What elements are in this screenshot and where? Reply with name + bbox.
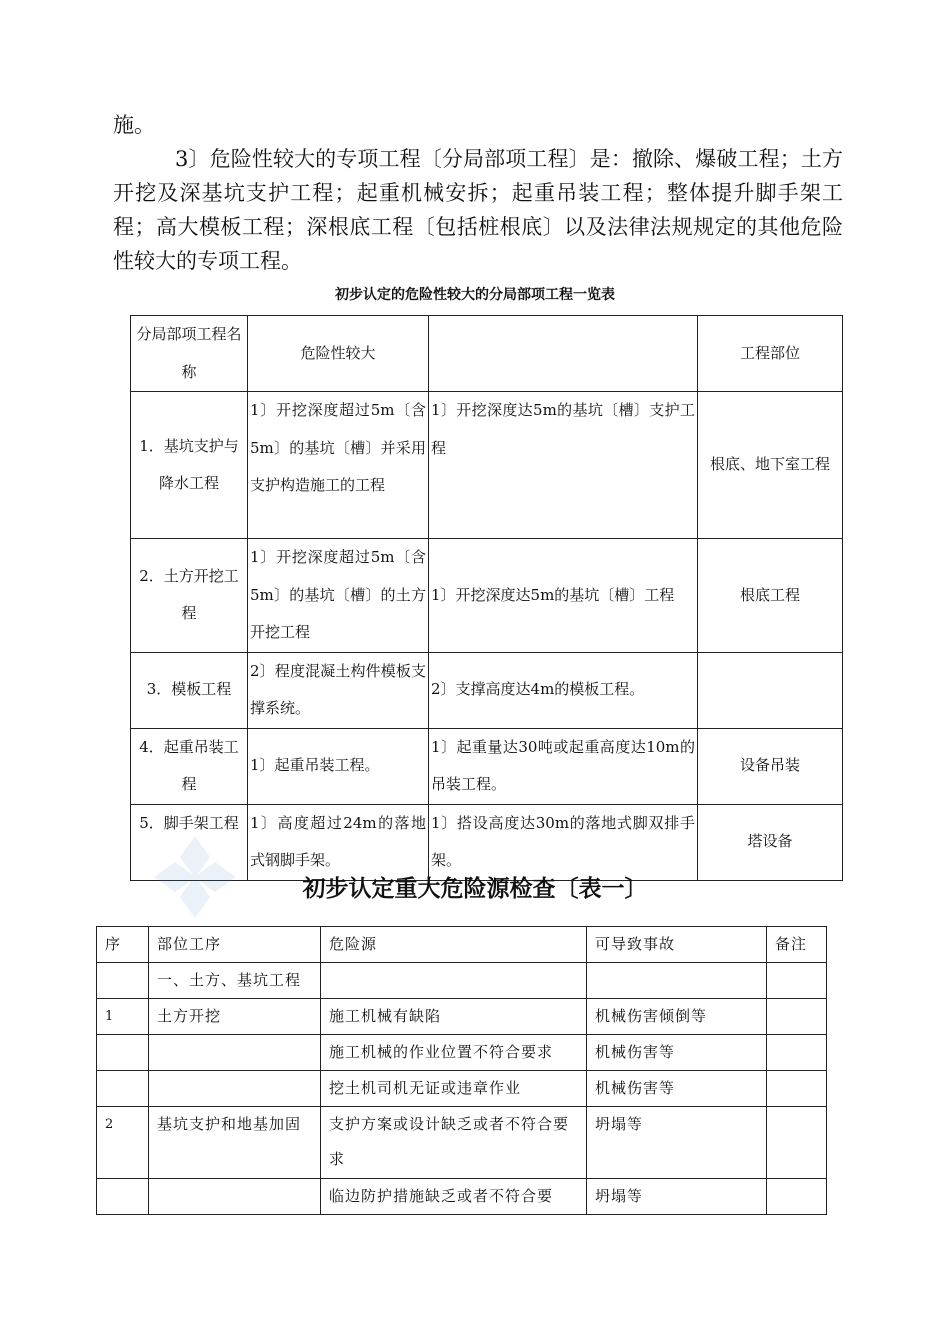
paragraph-hazardous-projects: 3〕危险性较大的专项工程〔分局部项工程〕是：撤除、爆破工程；土方开挖及深基坑支护工程；起重机械安拆；起重吊装工程；整体提升脚手架工程；高大模板工程；深根底工程〔包括桩根底〕以及法律法规规定的其他危险性较大的专项工程。 bbox=[113, 147, 843, 273]
table-cell: 机械伤害等 bbox=[587, 1071, 767, 1107]
table-cell: 1〕开挖深度超过5m〔含5m〕的基坑〔槽〕的土方开挖工程 bbox=[248, 539, 429, 653]
table1-title: 初步认定的危险性较大的分局部项工程一览表 bbox=[335, 287, 615, 303]
table-cell: 2〕支撑高度达4m的模板工程。 bbox=[429, 652, 698, 728]
table-cell bbox=[698, 652, 843, 728]
header-cell: 部位工序 bbox=[149, 927, 321, 963]
table-cell: 1〕起重吊装工程。 bbox=[248, 728, 429, 804]
header-cell: 分局部项工程名称 bbox=[131, 316, 248, 392]
header-cell: 可导致事故 bbox=[587, 927, 767, 963]
table-cell bbox=[767, 1035, 827, 1071]
table-cell bbox=[97, 1035, 149, 1071]
table-cell bbox=[767, 963, 827, 999]
table-cell: 一、土方、基坑工程 bbox=[149, 963, 321, 999]
table-cell: 2．土方开挖工程 bbox=[131, 539, 248, 653]
table-row bbox=[97, 999, 827, 1035]
table-cell: 1〕起重量达30吨或起重高度达10m的吊装工程。 bbox=[429, 728, 698, 804]
table-cell: 1〕开挖深度达5m的基坑〔槽〕支护工程 bbox=[429, 392, 698, 539]
table-cell: 支护方案或设计缺乏或者不符合要求 bbox=[321, 1107, 587, 1179]
table-cell bbox=[767, 1107, 827, 1179]
header-cell: 备注 bbox=[767, 927, 827, 963]
table-cell bbox=[97, 963, 149, 999]
table-header-row bbox=[97, 927, 827, 963]
table-cell bbox=[97, 1071, 149, 1107]
header-cell bbox=[429, 316, 698, 392]
table-cell: 1．基坑支护与降水工程 bbox=[131, 392, 248, 539]
table-cell: 1〕开挖深度达5m的基坑〔槽〕工程 bbox=[429, 539, 698, 653]
table-cell bbox=[767, 1179, 827, 1215]
table-row bbox=[131, 652, 843, 728]
table2-title: 初步认定重大危险源检查〔表一〕 bbox=[302, 875, 648, 902]
table-cell: 2 bbox=[97, 1107, 149, 1179]
hazard-source-check-table bbox=[96, 926, 827, 1215]
table-cell bbox=[587, 963, 767, 999]
table-row bbox=[97, 1035, 827, 1071]
table-row bbox=[131, 392, 843, 539]
table-cell: 土方开挖 bbox=[149, 999, 321, 1035]
table-row bbox=[97, 1107, 827, 1179]
table-cell: 临边防护措施缺乏或者不符合要 bbox=[321, 1179, 587, 1215]
table-row bbox=[131, 728, 843, 804]
table-row bbox=[97, 963, 827, 999]
table-cell: 挖土机司机无证或违章作业 bbox=[321, 1071, 587, 1107]
hazard-project-table bbox=[130, 315, 843, 881]
table-cell: 基坑支护和地基加固 bbox=[149, 1107, 321, 1179]
table-cell bbox=[767, 999, 827, 1035]
table-cell: 3．模板工程 bbox=[131, 652, 248, 728]
table-cell: 施工机械有缺陷 bbox=[321, 999, 587, 1035]
table-cell: 2〕程度混凝土构件模板支撑系统。 bbox=[248, 652, 429, 728]
table-cell bbox=[321, 963, 587, 999]
table-cell: 塔设备 bbox=[698, 804, 843, 880]
table-cell: 1〕搭设高度达30m的落地式脚双排手架。 bbox=[429, 804, 698, 880]
table-cell: 1 bbox=[97, 999, 149, 1035]
table-row bbox=[131, 539, 843, 653]
table-cell bbox=[149, 1179, 321, 1215]
header-cell: 危险源 bbox=[321, 927, 587, 963]
table-cell: 5．脚手架工程 bbox=[131, 804, 248, 880]
table-cell: 1〕开挖深度超过5m〔含5m〕的基坑〔槽〕并采用支护构造施工的工程 bbox=[248, 392, 429, 539]
table-cell: 1〕高度超过24m的落地式钢脚手架。 bbox=[248, 804, 429, 880]
header-cell: 序 bbox=[97, 927, 149, 963]
table-cell: 机械伤害等 bbox=[587, 1035, 767, 1071]
table-cell: 设备吊装 bbox=[698, 728, 843, 804]
table-cell: 4．起重吊装工程 bbox=[131, 728, 248, 804]
table-cell: 根底、地下室工程 bbox=[698, 392, 843, 539]
table-cell: 机械伤害倾倒等 bbox=[587, 999, 767, 1035]
header-cell: 工程部位 bbox=[698, 316, 843, 392]
table-cell bbox=[97, 1179, 149, 1215]
table-cell bbox=[149, 1035, 321, 1071]
header-cell: 危险性较大 bbox=[248, 316, 429, 392]
table-row bbox=[97, 1071, 827, 1107]
table-cell: 施工机械的作业位置不符合要求 bbox=[321, 1035, 587, 1071]
table-cell bbox=[767, 1071, 827, 1107]
table-cell: 坍塌等 bbox=[587, 1179, 767, 1215]
table-cell bbox=[149, 1071, 321, 1107]
table-cell: 坍塌等 bbox=[587, 1107, 767, 1179]
paragraph-continuation: 施。 bbox=[113, 113, 155, 137]
table-header-row bbox=[131, 316, 843, 392]
table-row bbox=[97, 1179, 827, 1215]
table-cell: 根底工程 bbox=[698, 539, 843, 653]
